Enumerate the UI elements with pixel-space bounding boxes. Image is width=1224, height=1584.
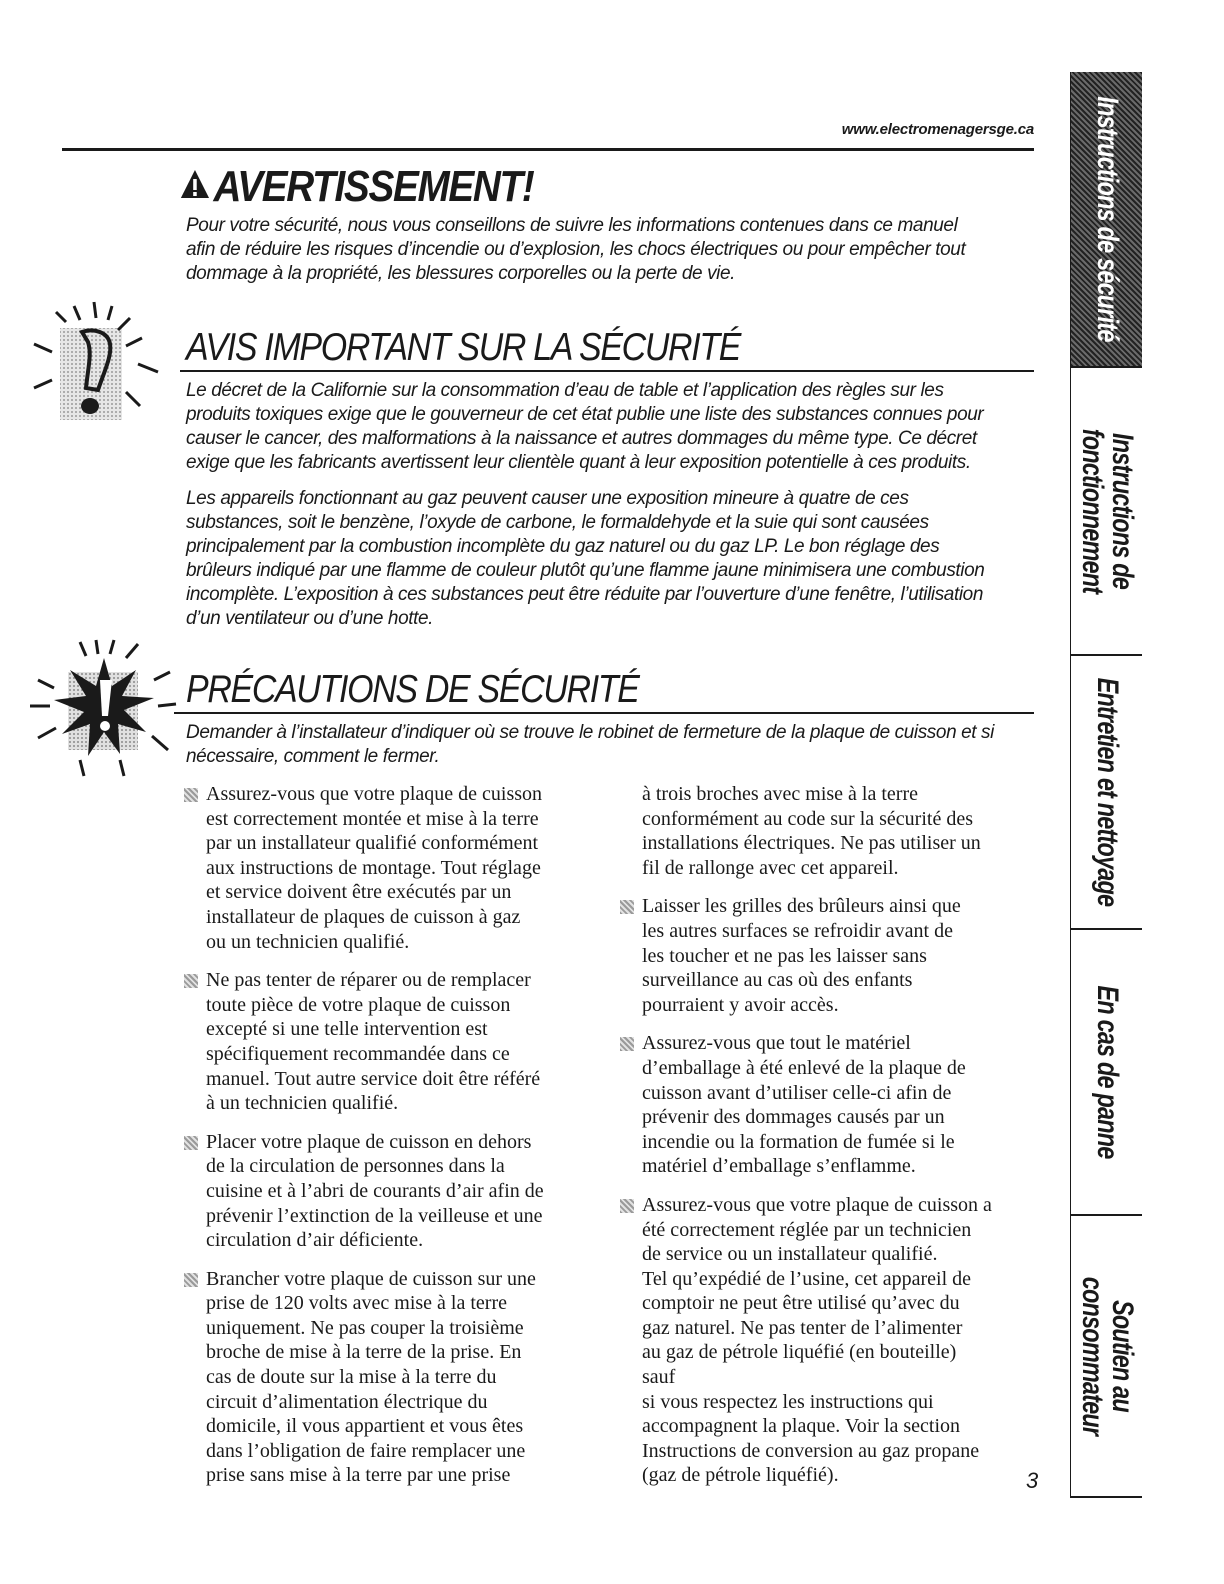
list-item-continuation [620, 782, 1032, 880]
tab-label: En cas de panne [1090, 985, 1124, 1159]
precautions-intro [186, 721, 1034, 769]
text-line: Assurez-vous que tout le matériel [642, 1032, 911, 1055]
bullet-square-icon [184, 1273, 198, 1287]
text-line: excepté si une telle intervention est [206, 1018, 488, 1041]
text-line: d’emballage à été enlevé de la plaque de [642, 1056, 966, 1079]
text-line: prise de 120 volts avec mise à la terre [206, 1292, 507, 1315]
warning-title [180, 162, 533, 212]
precautions-intro-line: Demander à l’installateur d’indiquer où se trouve le robinet de fermeture de la plaque de cuisson et si [186, 722, 994, 743]
list-item [620, 894, 1032, 1017]
text-line: par un installateur qualifié conformément [206, 832, 539, 855]
text-line: Assurez-vous que votre plaque de cuisson [206, 783, 543, 805]
tab-label: Soutien au [1105, 1300, 1139, 1412]
text-line: si vous respectez les instructions qui [642, 1390, 934, 1413]
starburst-exclamation-icon [24, 636, 184, 782]
text-line: gaz naturel. Ne pas tenter de l’alimenter [642, 1316, 963, 1339]
avis-line: principalement par la combustion incomplète du gaz naturel ou du gaz LP. Le bon réglage des [186, 536, 940, 557]
avis-title: AVIS IMPORTANT SUR LA SÉCURITÉ [186, 326, 741, 369]
tab-en-cas-de-panne[interactable] [1070, 930, 1142, 1216]
text-line: domicile, il vous appartient et vous êtes [206, 1415, 524, 1438]
avis-line: Le décret de la Californie sur la consommation d’eau de table et l’application des règles sur les [186, 380, 944, 401]
text-line: fil de rallonge avec cet appareil. [642, 856, 899, 879]
avis-line: produits toxiques exige que le gouverneur de cet état publie une liste des substances connues pour [186, 404, 984, 425]
avis-line: incomplète. L’exposition à ces substances peut être réduite par l’ouverture d’une fenêtre, l’utilisation [186, 584, 984, 605]
avis-paragraph-1 [186, 379, 1034, 475]
list-item [620, 1193, 1032, 1488]
page-number: 3 [1026, 1468, 1039, 1493]
bullet-square-icon [620, 1199, 634, 1213]
text-line: toute pièce de votre plaque de cuisson [206, 993, 511, 1016]
text-line: sauf [642, 1366, 676, 1389]
text-line: (gaz de pétrole liquéfié). [642, 1464, 839, 1487]
bullet-square-icon [184, 788, 198, 802]
text-line: circulation d’air déficiente. [206, 1229, 424, 1252]
list-item [184, 1267, 594, 1488]
bullet-square-icon [620, 1037, 634, 1051]
avis-line: substances, soit le benzène, l’oxyde de carbone, le formaldehyde et la suie qui sont causées [186, 512, 929, 533]
avis-paragraph-2 [186, 487, 1034, 631]
bullet-square-icon [184, 1136, 198, 1150]
text-line: accompagnent la plaque. Voir la section [642, 1415, 961, 1438]
list-item [184, 968, 594, 1116]
tab-instructions-de-securite[interactable] [1070, 72, 1142, 368]
text-line: installations électriques. Ne pas utiliser un [642, 832, 981, 855]
tab-label: fonctionnement [1075, 428, 1109, 594]
warning-text [186, 214, 1036, 286]
text-line: installateur de plaques de cuisson à gaz [206, 905, 521, 928]
text-line: les toucher et ne pas les laisser sans [642, 944, 927, 967]
avis-divider [180, 370, 1034, 372]
section-tabs [1070, 72, 1142, 1498]
bullet-square-icon [184, 974, 198, 988]
text-line: dans l’obligation de faire remplacer une [206, 1439, 526, 1462]
list-item [184, 1130, 594, 1253]
text-line: prévenir l’extinction de la veilleuse et une [206, 1204, 543, 1227]
website-url: www.electromenagersge.ca [841, 121, 1034, 138]
text-line: incendie ou la formation de fumée si le [642, 1130, 955, 1153]
precautions-title: PRÉCAUTIONS DE SÉCURITÉ [186, 668, 639, 711]
header-divider [62, 148, 1034, 151]
tab-label: consommateur [1075, 1276, 1109, 1436]
text-line: uniquement. Ne pas couper la troisième [206, 1316, 524, 1339]
text-line: ou un technicien qualifié. [206, 930, 410, 953]
precautions-divider [174, 712, 1034, 714]
text-line: aux instructions de montage. Tout réglage [206, 856, 541, 879]
text-line: pourraient y avoir accès. [642, 993, 839, 1016]
text-line: spécifiquement recommandée dans ce [206, 1042, 510, 1065]
text-line: manuel. Tout autre service doit être référé [206, 1067, 541, 1090]
text-line: circuit d’alimentation électrique du [206, 1390, 488, 1413]
avis-line: d’un ventilateur ou d’une hotte. [186, 608, 434, 629]
text-line: Tel qu’expédié de l’usine, cet appareil de [642, 1267, 972, 1290]
text-line: matériel d’emballage s’enflamme. [642, 1155, 916, 1178]
bullet-square-icon [620, 900, 634, 914]
text-line: de la circulation de personnes dans la [206, 1155, 505, 1178]
precautions-left-column [184, 782, 594, 1502]
avis-line: brûleurs indiqué par une flamme de couleur plutôt qu’une flamme jaune minimisera une combustion [186, 560, 985, 581]
text-line: broche de mise à la terre de la prise. En [206, 1341, 522, 1364]
text-line: les autres surfaces se refroidir avant de [642, 919, 953, 942]
tab-entretien-et-nettoyage[interactable] [1070, 656, 1142, 930]
text-line: Instructions de conversion au gaz propane [642, 1439, 980, 1462]
warning-line: afin de réduire les risques d’incendie ou d’explosion, les chocs électriques ou pour empêcher tout [186, 239, 966, 260]
text-line: cas de doute sur la mise à la terre du [206, 1366, 497, 1389]
text-line: Ne pas tenter de réparer ou de remplacer [206, 969, 531, 992]
text-line: de service ou un installateur qualifié. [642, 1243, 938, 1266]
text-line: et service doivent être exécutés par un [206, 881, 512, 904]
text-line: comptoir ne peut être utilisé qu’avec du [642, 1292, 960, 1315]
exclamation-bulb-icon [30, 298, 170, 428]
avis-line: causer le cancer, des malformations à la naissance et autres dommages du même type. Ce décret [186, 428, 977, 449]
text-line: cuisine et à l’abri de courants d’air afin de [206, 1179, 544, 1202]
text-line: prise sans mise à la terre par une prise [206, 1464, 511, 1487]
precautions-right-column [620, 782, 1032, 1502]
text-line: conformément au code sur la sécurité des [642, 807, 973, 830]
avis-line: exige que les fabricants avertissent leur clientèle quant à leur exposition potentielle à ces produits. [186, 452, 971, 473]
precautions-intro-line: nécessaire, comment le fermer. [186, 746, 440, 767]
text-line: à trois broches avec mise à la terre [642, 783, 918, 805]
text-line: Assurez-vous que votre plaque de cuisson a [642, 1193, 992, 1216]
warning-title-text: AVERTISSEMENT! [213, 162, 534, 211]
text-line: au gaz de pétrole liquéfié (en bouteille) [642, 1341, 957, 1364]
warning-line: Pour votre sécurité, nous vous conseillons de suivre les informations contenues dans ce manuel [186, 215, 958, 236]
warning-line: dommage à la propriété, les blessures corporelles ou la perte de vie. [186, 263, 736, 284]
tab-soutien-au-consommateur[interactable] [1070, 1216, 1142, 1498]
text-line: Placer votre plaque de cuisson en dehors [206, 1130, 532, 1153]
text-line: cuisson avant d’utiliser celle-ci afin de [642, 1081, 952, 1104]
avis-line: Les appareils fonctionnant au gaz peuvent causer une exposition mineure à quatre de ces [186, 488, 909, 509]
tab-label: Entretien et nettoyage [1090, 677, 1124, 907]
text-line: prévenir des dommages causés par un [642, 1106, 945, 1129]
text-line: Brancher votre plaque de cuisson sur une [206, 1267, 536, 1290]
tab-label: Instructions de [1105, 432, 1139, 590]
text-line: Laisser les grilles des brûleurs ainsi que [642, 895, 961, 918]
warning-triangle-icon [180, 168, 210, 200]
tab-instructions-de-fonctionnement[interactable] [1070, 368, 1142, 656]
text-line: est correctement montée et mise à la terre [206, 807, 539, 830]
text-line: à un technicien qualifié. [206, 1092, 399, 1115]
tab-label: Instructions de sécurité [1090, 96, 1124, 342]
list-item [620, 1031, 1032, 1179]
text-line: été correctement réglée par un technicien [642, 1218, 972, 1241]
text-line: surveillance au cas où des enfants [642, 969, 913, 992]
list-item [184, 782, 594, 954]
